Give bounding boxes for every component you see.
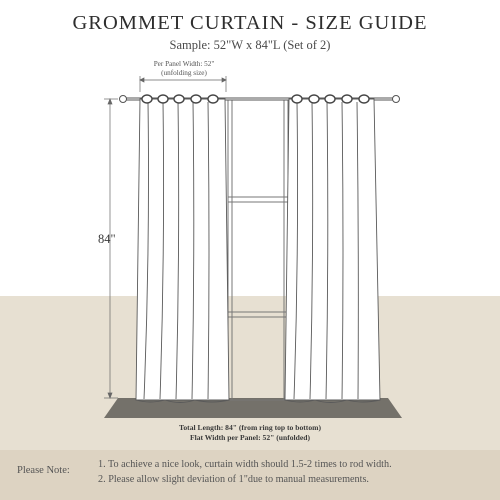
floor-shadow bbox=[104, 398, 402, 418]
right-curtain-panel bbox=[285, 99, 380, 403]
height-label: 84" bbox=[98, 232, 116, 246]
page-subtitle: Sample: 52"W x 84"L (Set of 2) bbox=[169, 38, 331, 52]
flat-width-text: Flat Width per Panel: 52" (unfolded) bbox=[189, 433, 311, 442]
page-title: GROMMET CURTAIN - SIZE GUIDE bbox=[72, 12, 428, 34]
note-item-2: 2. Please allow slight deviation of 1"due to manual measurements. bbox=[98, 474, 369, 485]
panel-width-line-2: (unfolding size) bbox=[161, 68, 207, 77]
width-dimension bbox=[140, 76, 226, 92]
window-frame bbox=[228, 100, 288, 400]
panel-width-label bbox=[118, 60, 250, 77]
note-label: Please Note: bbox=[17, 465, 70, 476]
height-dimension bbox=[104, 99, 118, 398]
total-length-text: Total Length: 84" (from ring top to bottom) bbox=[179, 423, 321, 432]
left-curtain-panel bbox=[136, 99, 229, 403]
note-item-1: 1. To achieve a nice look, curtain width should 1.5-2 times to rod width. bbox=[98, 459, 392, 470]
panel-width-line-1: Per Panel Width: 52" bbox=[153, 60, 215, 68]
